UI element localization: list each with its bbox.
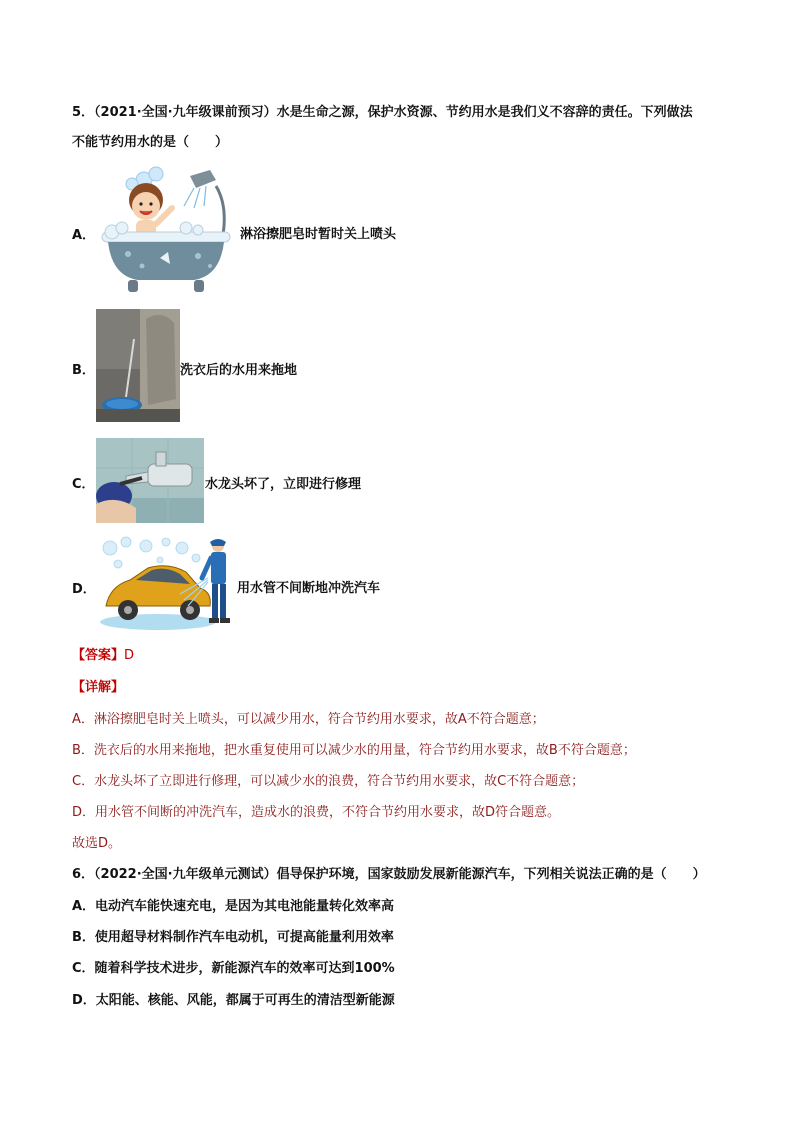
option-d-letter: D．	[72, 582, 96, 597]
question-6-stem: 6．（2022·全国·九年级单元测试）倡导保护环境，国家鼓励发展新能源汽车，下列相关说法正确的是（ ）	[72, 867, 706, 882]
question-5-line-1: 5．（2021·全国·九年级课前预习）水是生命之源，保护水资源、节约用水是我们义不容辞的责任。下列做法	[72, 105, 693, 120]
detail-tag: 【详解】	[72, 680, 125, 695]
question-6-option-c: C．随着科学技术进步，新能源汽车的效率可达到100%	[72, 961, 395, 976]
conclusion: 故选D。	[72, 836, 122, 851]
detail-line-c: C．水龙头坏了立即进行修理，可以减少水的浪费，符合节约用水要求，故C不符合题意；	[72, 774, 585, 789]
detail-line-d: D．用水管不间断的冲洗汽车，造成水的浪费，不符合节约用水要求，故D符合题意。	[72, 805, 561, 820]
question-6-option-d: D．太阳能、核能、风能，都属于可再生的清洁型新能源	[72, 993, 395, 1008]
option-c-text: 水龙头坏了，立即进行修理	[205, 477, 362, 492]
option-b-text: 洗衣后的水用来拖地	[180, 363, 298, 378]
mop-photo	[96, 309, 180, 422]
question-6-option-a: A．电动汽车能快速充电，是因为其电池能量转化效率高	[72, 899, 395, 914]
faucet-repair-photo	[96, 438, 204, 523]
bathtub-image	[98, 166, 234, 298]
detail-heading	[72, 676, 124, 695]
answer-line	[72, 644, 134, 663]
answer-value: D	[124, 648, 135, 663]
car-wash-image	[96, 534, 236, 634]
detail-line-b: B．洗衣后的水用来拖地，把水重复使用可以减少水的用量，符合节约用水要求，故B不符合题意；	[72, 743, 636, 758]
option-d-text: 用水管不间断地冲洗汽车	[237, 581, 381, 596]
answer-tag: 【答案】	[72, 648, 125, 663]
option-b-letter: B．	[72, 363, 95, 378]
option-a-letter: A．	[72, 228, 96, 243]
question-6-option-b: B．使用超导材料制作汽车电动机，可提高能量利用效率	[72, 930, 394, 945]
question-5-line-2: 不能节约用水的是（ ）	[72, 135, 229, 150]
detail-line-a: A．淋浴擦肥皂时关上喷头，可以减少用水，符合节约用水要求，故A不符合题意；	[72, 712, 545, 727]
option-c-letter: C．	[72, 477, 95, 492]
option-a-text: 淋浴擦肥皂时暂时关上喷头	[240, 227, 397, 242]
